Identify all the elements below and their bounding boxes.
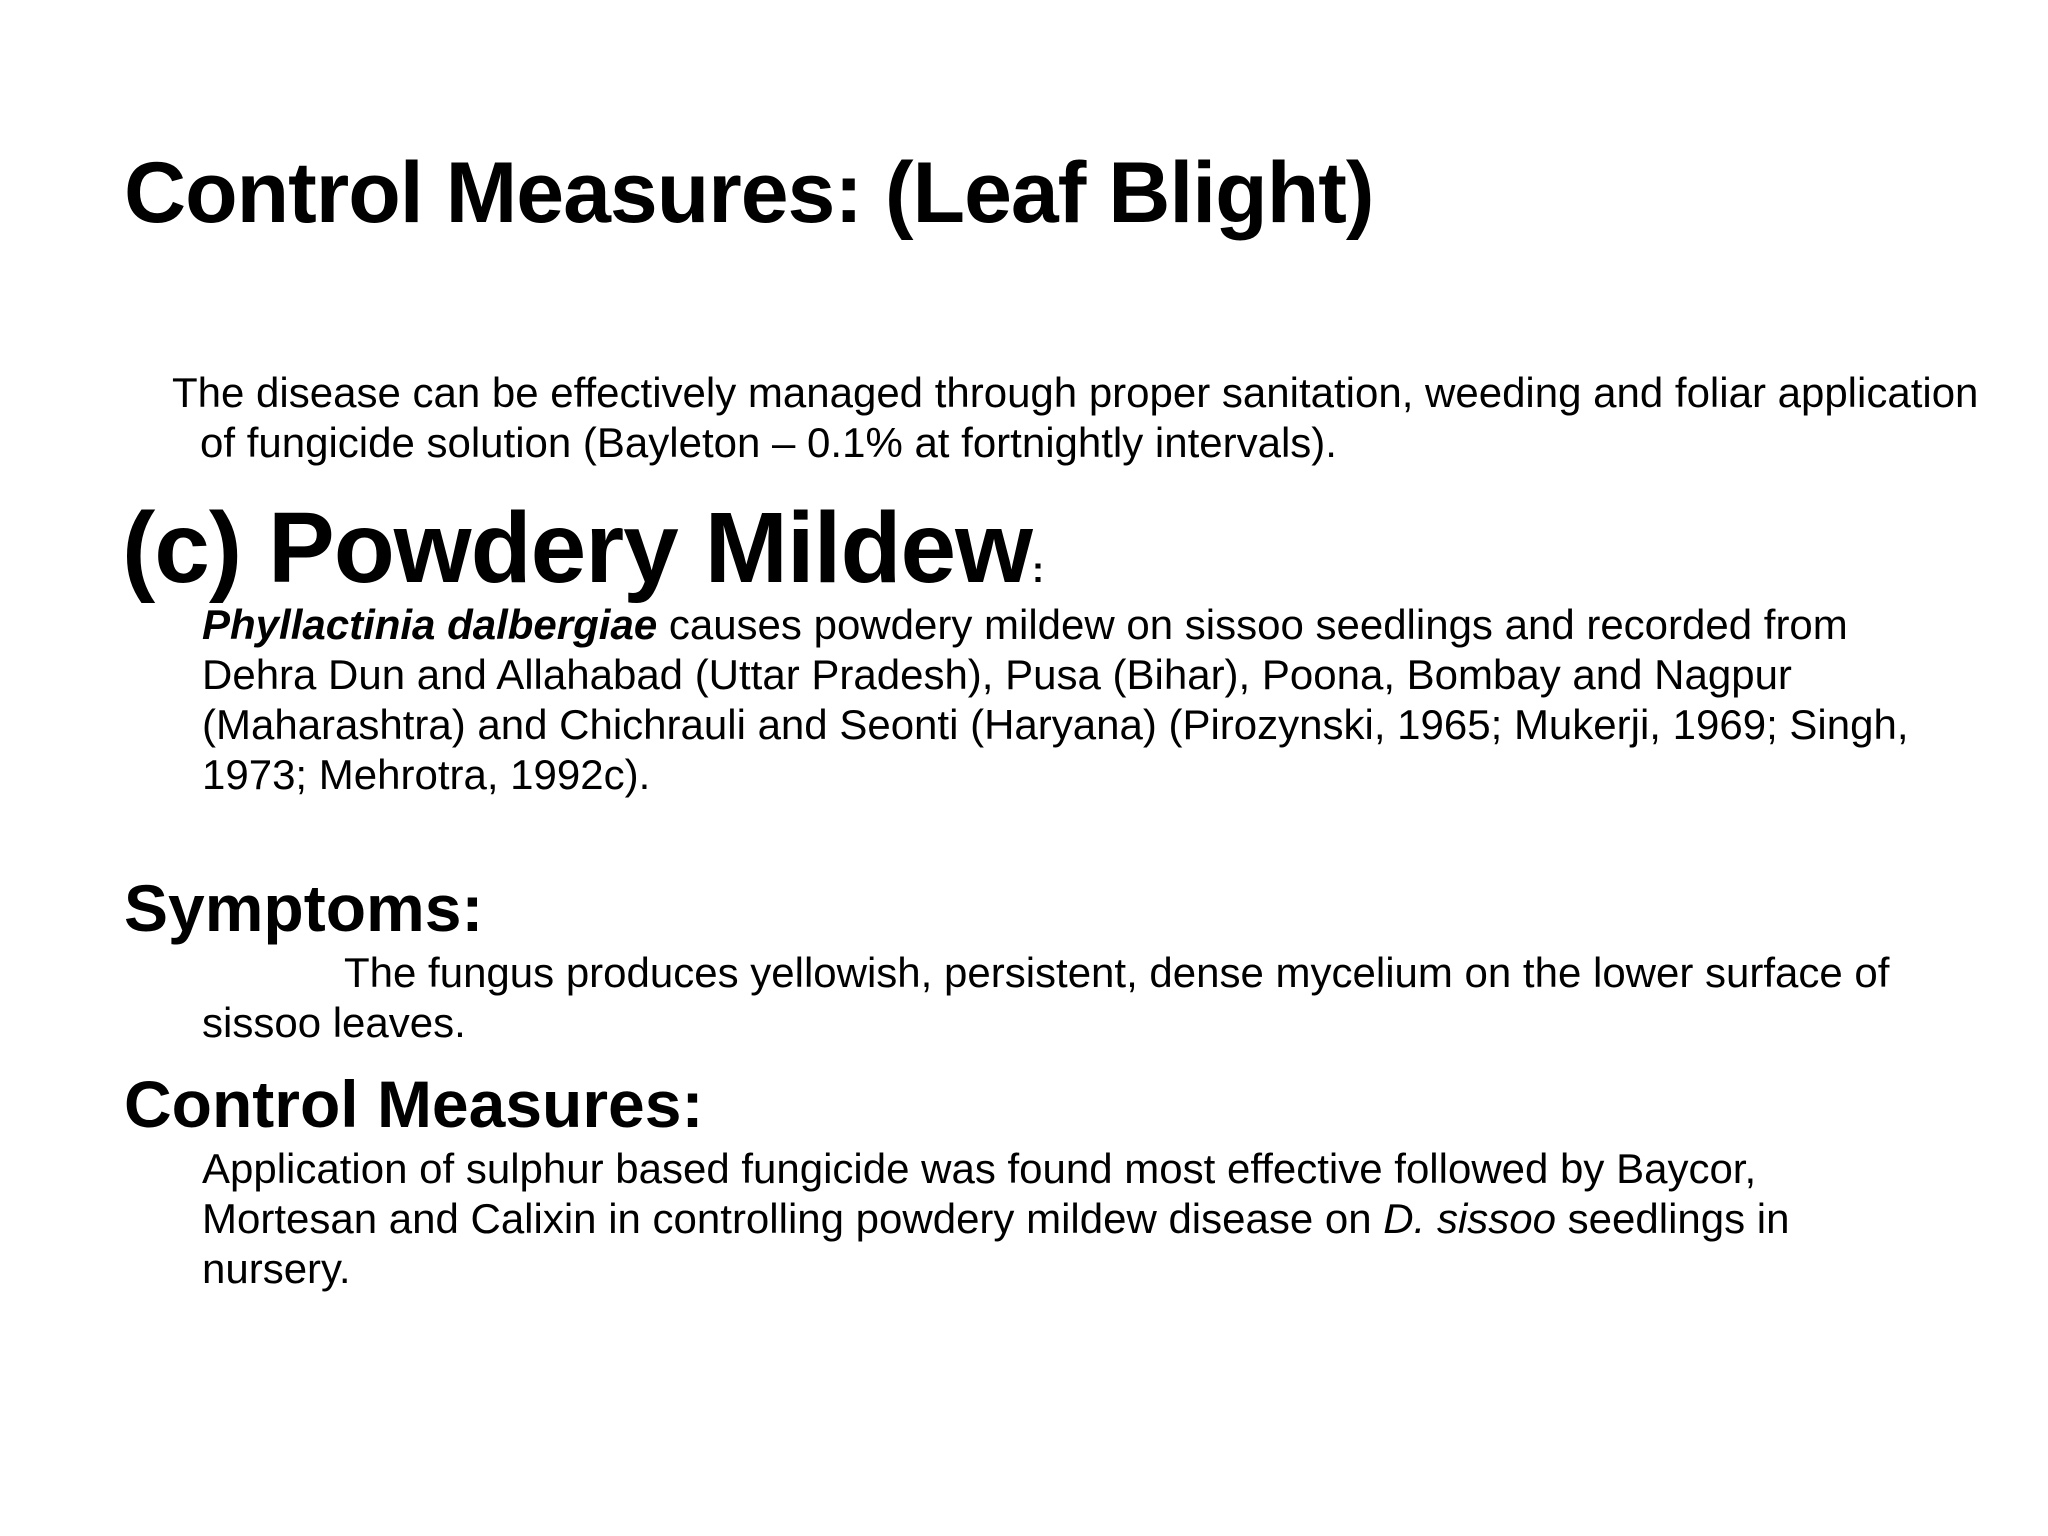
control-measures-heading: Control Measures:	[124, 1067, 704, 1141]
symptoms-heading: Symptoms:	[124, 871, 484, 945]
control-text-before: Application of sulphur based fungicide was found most effective followed by Baycor, Mortesan and Calixin in controlling powdery mildew disease on	[202, 1145, 1757, 1242]
leaf-blight-control-text: The disease can be effectively managed through proper sanitation, weeding and foliar application of fungicide solution (Bayleton – 0.1% at fortnightly intervals).	[172, 369, 1979, 466]
slide-title: Control Measures: (Leaf Blight)	[124, 145, 1374, 241]
species-epithet: sissoo	[1436, 1195, 1557, 1242]
control-text-space	[1425, 1195, 1437, 1242]
powdery-mildew-heading-text: (c) Powdery Mildew	[122, 492, 1032, 604]
control-measures-paragraph	[202, 1144, 1942, 1294]
symptoms-text: The fungus produces yellowish, persistent, dense mycelium on the lower surface of sissoo leaves.	[202, 949, 1890, 1046]
symptoms-paragraph	[202, 948, 1942, 1048]
powdery-mildew-heading-colon: :	[1031, 549, 1043, 590]
powdery-mildew-paragraph	[202, 600, 1942, 800]
control-text-after: seedlings in nursery.	[202, 1195, 1790, 1292]
leaf-blight-control-paragraph	[172, 368, 1980, 468]
powdery-mildew-description: causes powdery mildew on sissoo seedlings and recorded from Dehra Dun and Allahabad (Uttar Pradesh), Pusa (Bihar), Poona, Bombay and Nagpur (Maharashtra) and Chichrauli and Seonti (Haryana) (Pirozynski, 1965; Mukerji, 1969; Singh, 1973; Mehrotra, 1992c).	[202, 601, 1909, 798]
pathogen-species-name: Phyllactinia dalbergiae	[202, 601, 658, 648]
genus-abbreviation: D.	[1383, 1195, 1426, 1242]
